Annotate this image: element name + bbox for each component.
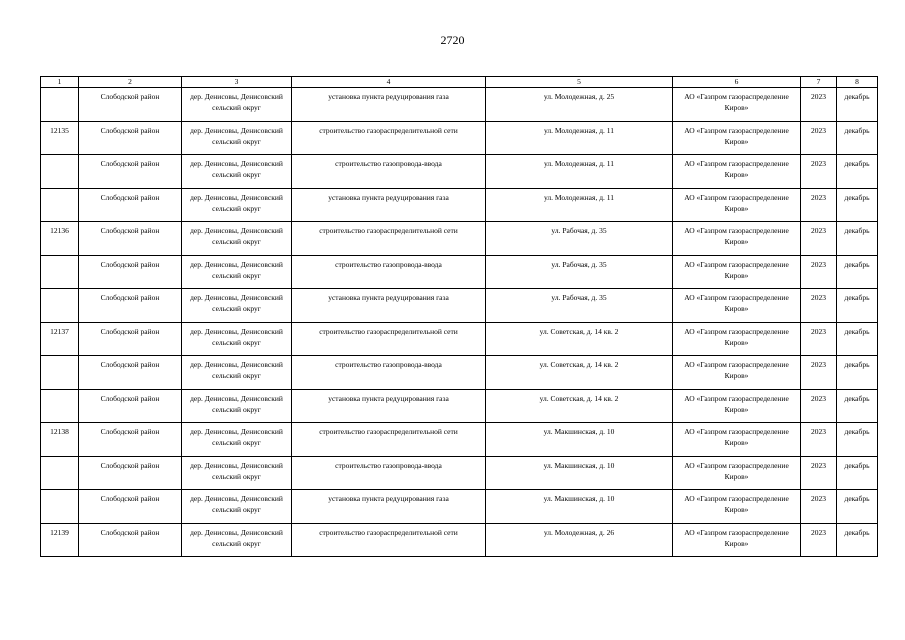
year-cell: 2023 [801, 255, 837, 289]
work-type-cell: строительство газораспределительной сети [292, 523, 486, 557]
address-cell: ул. Молодежная, д. 26 [486, 523, 673, 557]
locality-cell: дер. Денисовы, Денисовский сельский округ [182, 490, 292, 524]
district-cell: Слободской район [79, 255, 182, 289]
locality-cell: дер. Денисовы, Денисовский сельский округ [182, 121, 292, 155]
organization-cell: АО «Газпром газораспределение Киров» [673, 423, 801, 457]
row-number-cell [41, 188, 79, 222]
address-cell: ул. Советская, д. 14 кв. 2 [486, 322, 673, 356]
organization-cell: АО «Газпром газораспределение Киров» [673, 155, 801, 189]
column-header: 3 [182, 77, 292, 88]
month-cell: декабрь [837, 423, 878, 457]
locality-cell: дер. Денисовы, Денисовский сельский округ [182, 88, 292, 122]
district-cell: Слободской район [79, 322, 182, 356]
month-cell: декабрь [837, 322, 878, 356]
page-number: 2720 [440, 33, 465, 47]
column-header: 1 [41, 77, 79, 88]
work-type-cell: строительство газопровода-ввода [292, 255, 486, 289]
year-cell: 2023 [801, 88, 837, 122]
month-cell: декабрь [837, 88, 878, 122]
work-type-cell: установка пункта редуцирования газа [292, 389, 486, 423]
table-row [41, 255, 878, 289]
work-type-cell: установка пункта редуцирования газа [292, 289, 486, 323]
organization-cell: АО «Газпром газораспределение Киров» [673, 356, 801, 390]
column-header: 5 [486, 77, 673, 88]
locality-cell: дер. Денисовы, Денисовский сельский округ [182, 155, 292, 189]
column-header: 6 [673, 77, 801, 88]
work-type-cell: установка пункта редуцирования газа [292, 188, 486, 222]
table-row [41, 289, 878, 323]
table-row [41, 322, 878, 356]
locality-cell: дер. Денисовы, Денисовский сельский округ [182, 188, 292, 222]
year-cell: 2023 [801, 289, 837, 323]
row-number-cell [41, 389, 79, 423]
table-row [41, 389, 878, 423]
organization-cell: АО «Газпром газораспределение Киров» [673, 88, 801, 122]
organization-cell: АО «Газпром газораспределение Киров» [673, 490, 801, 524]
table-row [41, 222, 878, 256]
year-cell: 2023 [801, 121, 837, 155]
district-cell: Слободской район [79, 389, 182, 423]
table-row [41, 523, 878, 557]
column-header: 2 [79, 77, 182, 88]
address-cell: ул. Макшинская, д. 10 [486, 490, 673, 524]
table-row [41, 121, 878, 155]
year-cell: 2023 [801, 456, 837, 490]
district-cell: Слободской район [79, 490, 182, 524]
work-type-cell: строительство газопровода-ввода [292, 356, 486, 390]
month-cell: декабрь [837, 490, 878, 524]
month-cell: декабрь [837, 155, 878, 189]
month-cell: декабрь [837, 456, 878, 490]
address-cell: ул. Макшинская, д. 10 [486, 423, 673, 457]
organization-cell: АО «Газпром газораспределение Киров» [673, 523, 801, 557]
month-cell: декабрь [837, 523, 878, 557]
year-cell: 2023 [801, 356, 837, 390]
organization-cell: АО «Газпром газораспределение Киров» [673, 322, 801, 356]
year-cell: 2023 [801, 188, 837, 222]
district-cell: Слободской район [79, 356, 182, 390]
work-type-cell: строительство газопровода-ввода [292, 456, 486, 490]
year-cell: 2023 [801, 389, 837, 423]
locality-cell: дер. Денисовы, Денисовский сельский округ [182, 255, 292, 289]
row-number-cell [41, 88, 79, 122]
district-cell: Слободской район [79, 222, 182, 256]
district-cell: Слободской район [79, 456, 182, 490]
address-cell: ул. Молодежная, д. 11 [486, 121, 673, 155]
column-header: 8 [837, 77, 878, 88]
organization-cell: АО «Газпром газораспределение Киров» [673, 289, 801, 323]
row-number-cell [41, 356, 79, 390]
district-cell: Слободской район [79, 88, 182, 122]
work-type-cell: строительство газораспределительной сети [292, 322, 486, 356]
row-number-cell: 12135 [41, 121, 79, 155]
table-row [41, 490, 878, 524]
address-cell: ул. Молодежная, д. 25 [486, 88, 673, 122]
organization-cell: АО «Газпром газораспределение Киров» [673, 188, 801, 222]
table-row [41, 356, 878, 390]
row-number-cell: 12138 [41, 423, 79, 457]
district-cell: Слободской район [79, 423, 182, 457]
month-cell: декабрь [837, 188, 878, 222]
table-row [41, 155, 878, 189]
address-cell: ул. Рабочая, д. 35 [486, 255, 673, 289]
month-cell: декабрь [837, 121, 878, 155]
address-cell: ул. Рабочая, д. 35 [486, 222, 673, 256]
address-cell: ул. Рабочая, д. 35 [486, 289, 673, 323]
year-cell: 2023 [801, 423, 837, 457]
row-number-cell: 12137 [41, 322, 79, 356]
locality-cell: дер. Денисовы, Денисовский сельский округ [182, 322, 292, 356]
locality-cell: дер. Денисовы, Денисовский сельский округ [182, 389, 292, 423]
organization-cell: АО «Газпром газораспределение Киров» [673, 456, 801, 490]
address-cell: ул. Макшинская, д. 10 [486, 456, 673, 490]
district-cell: Слободской район [79, 289, 182, 323]
organization-cell: АО «Газпром газораспределение Киров» [673, 222, 801, 256]
locality-cell: дер. Денисовы, Денисовский сельский округ [182, 456, 292, 490]
month-cell: декабрь [837, 289, 878, 323]
row-number-cell: 12136 [41, 222, 79, 256]
district-cell: Слободской район [79, 155, 182, 189]
work-type-cell: строительство газопровода-ввода [292, 155, 486, 189]
locality-cell: дер. Денисовы, Денисовский сельский округ [182, 423, 292, 457]
row-number-cell [41, 155, 79, 189]
column-header: 7 [801, 77, 837, 88]
row-number-cell [41, 289, 79, 323]
table-row [41, 88, 878, 122]
year-cell: 2023 [801, 490, 837, 524]
year-cell: 2023 [801, 523, 837, 557]
header-row [41, 77, 878, 88]
month-cell: декабрь [837, 389, 878, 423]
month-cell: декабрь [837, 255, 878, 289]
table-row [41, 456, 878, 490]
work-type-cell: строительство газораспределительной сети [292, 222, 486, 256]
work-type-cell: строительство газораспределительной сети [292, 423, 486, 457]
work-type-cell: строительство газораспределительной сети [292, 121, 486, 155]
month-cell: декабрь [837, 356, 878, 390]
row-number-cell: 12139 [41, 523, 79, 557]
locality-cell: дер. Денисовы, Денисовский сельский округ [182, 356, 292, 390]
locality-cell: дер. Денисовы, Денисовский сельский округ [182, 289, 292, 323]
address-cell: ул. Молодежная, д. 11 [486, 188, 673, 222]
organization-cell: АО «Газпром газораспределение Киров» [673, 389, 801, 423]
table-row [41, 423, 878, 457]
year-cell: 2023 [801, 222, 837, 256]
work-type-cell: установка пункта редуцирования газа [292, 88, 486, 122]
year-cell: 2023 [801, 155, 837, 189]
row-number-cell [41, 255, 79, 289]
address-cell: ул. Советская, д. 14 кв. 2 [486, 389, 673, 423]
district-cell: Слободской район [79, 188, 182, 222]
row-number-cell [41, 456, 79, 490]
address-cell: ул. Молодежная, д. 11 [486, 155, 673, 189]
district-cell: Слободской район [79, 523, 182, 557]
organization-cell: АО «Газпром газораспределение Киров» [673, 121, 801, 155]
table-body [41, 88, 878, 557]
district-cell: Слободской район [79, 121, 182, 155]
table-row [41, 188, 878, 222]
year-cell: 2023 [801, 322, 837, 356]
month-cell: декабрь [837, 222, 878, 256]
locality-cell: дер. Денисовы, Денисовский сельский округ [182, 523, 292, 557]
locality-cell: дер. Денисовы, Денисовский сельский округ [182, 222, 292, 256]
row-number-cell [41, 490, 79, 524]
records-table [40, 76, 878, 557]
organization-cell: АО «Газпром газораспределение Киров» [673, 255, 801, 289]
work-type-cell: установка пункта редуцирования газа [292, 490, 486, 524]
address-cell: ул. Советская, д. 14 кв. 2 [486, 356, 673, 390]
column-header: 4 [292, 77, 486, 88]
